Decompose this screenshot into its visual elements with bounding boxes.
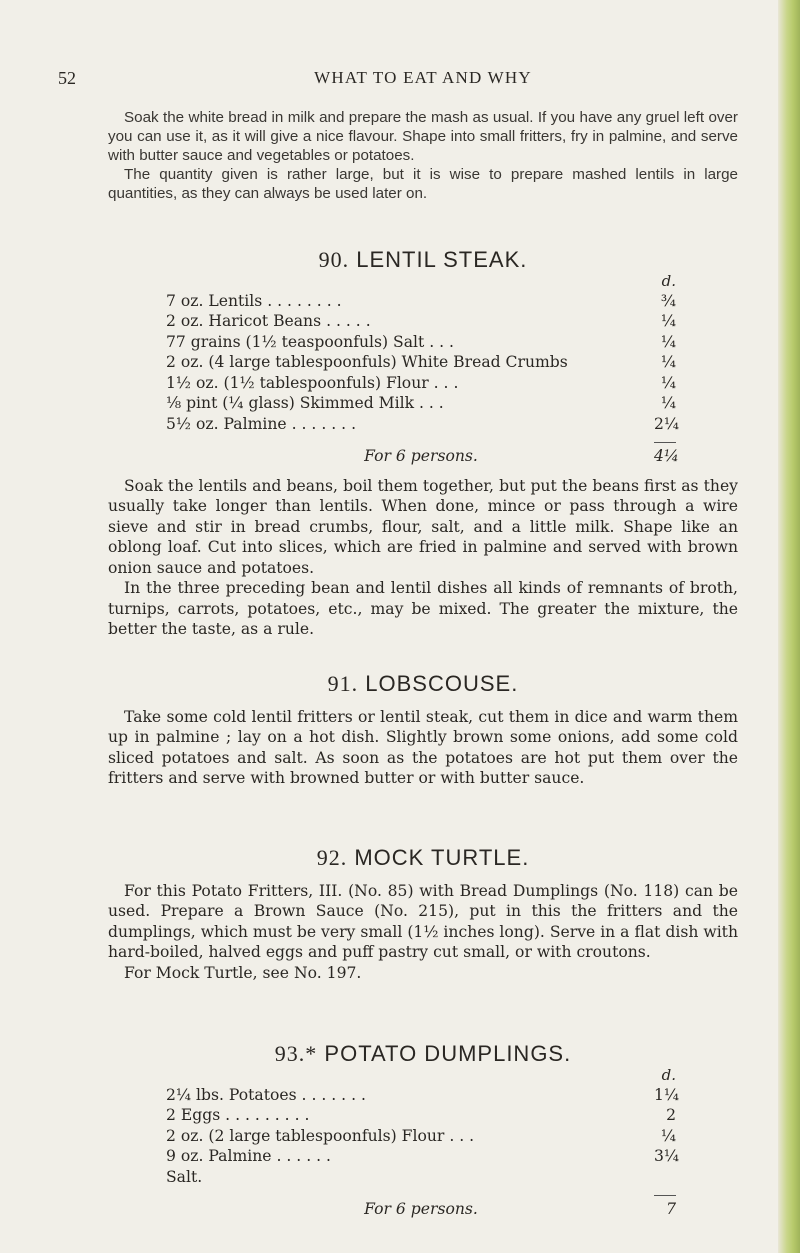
serving-line: For 6 persons. 7 (166, 1199, 676, 1220)
ingredient-row: 7 oz. Lentils . . . . . . . . ¾ (166, 291, 676, 310)
paragraph: The quantity given is rather large, but it is wise to prepare mashed lentils in large quantities, as they can always be used later on. (108, 166, 738, 202)
recipe-93 (108, 1041, 738, 1220)
cost-unit: d. (661, 271, 676, 290)
page-edge-stain (778, 0, 800, 1253)
intro-text (108, 108, 738, 203)
paragraph: Take some cold lentil fritters or lentil steak, cut them in dice and warm them up in palmine ; lay on a hot dish. Slightly brown some onions, add some cold sliced potatoes and salt. As soon as the potatoes are hot put them over the fritters and serve with browned butter or with butter sauce. (108, 707, 738, 787)
recipe-91 (108, 671, 738, 789)
paragraph: Soak the lentils and beans, boil them together, but put the beans first as they usually take longer than lentils. When done, mince or pass through a wire sieve and stir in bread crumbs, flour, salt, and a little milk. Shape like an oblong loaf. Cut into slices, which are fried in palmine and served with brown onion sauce and potatoes. (108, 476, 738, 577)
page-header (58, 68, 738, 96)
recipe-body (108, 881, 738, 984)
recipe-90 (108, 247, 738, 640)
page-number: 52 (58, 68, 76, 88)
ingredient-row: 1½ oz. (1½ tablespoonfuls) Flour . . . ¼ (166, 373, 676, 392)
ingredient-row: 9 oz. Palmine . . . . . . 3¼ (166, 1147, 680, 1165)
total-cost: 7 (666, 1200, 676, 1218)
ingredient-list (166, 1065, 680, 1220)
ingredient-row: Salt. (166, 1167, 203, 1186)
ingredient-row: 5½ oz. Palmine . . . . . . . 2¼ (166, 414, 680, 433)
recipe-title: 91. LOBSCOUSE. (327, 671, 519, 696)
total-rule (654, 1195, 676, 1196)
ingredient-row: 2 oz. (4 large tablespoonfuls) White Bread Crumbs ¼ (166, 353, 676, 371)
recipe-92 (108, 845, 738, 983)
recipe-title: 93.* POTATO DUMPLINGS. (274, 1041, 572, 1066)
paragraph: For this Potato Fritters, III. (No. 85) with Bread Dumplings (No. 118) can be used. Prepare a Brown Sauce (No. 215), put in this the fritters and the dumplings, which must be very small (1½ inches long). Serve in a flat dish with hard-boiled, halved eggs and puff pastry cut small, or with croutons. (108, 881, 738, 961)
ingredient-row: 2 Eggs . . . . . . . . . 2 (166, 1106, 676, 1124)
recipe-body (108, 707, 738, 789)
total-cost: 4¼ (654, 447, 680, 465)
ingredient-row: 77 grains (1½ teaspoonfuls) Salt . . . ¼ (166, 332, 676, 351)
total-rule (654, 442, 676, 443)
serving-line: For 6 persons. 4¼ (166, 446, 676, 467)
recipe-body (108, 476, 738, 640)
ingredient-row: ⅛ pint (¼ glass) Skimmed Milk . . . ¼ (166, 394, 676, 412)
paragraph: In the three preceding bean and lentil dishes all kinds of remnants of broth, turnips, carrots, potatoes, etc., may be mixed. The greater the mixture, the better the taste, as a rule. (108, 579, 738, 638)
cost-unit: d. (661, 1065, 676, 1084)
recipe-title: 92. MOCK TURTLE. (316, 845, 530, 870)
paragraph: For Mock Turtle, see No. 197. (124, 963, 362, 982)
ingredient-row: 2 oz. (2 large tablespoonfuls) Flour . . . ¼ (166, 1126, 676, 1145)
running-head: WHAT TO EAT AND WHY (314, 68, 532, 87)
paragraph: Soak the white bread in milk and prepare the mash as usual. If you have any gruel left over you can use it, as it will give a nice flavour. Shape into small fritters, fry in palmine, and serve with butter sauce and vegetables or potatoes. (108, 109, 738, 164)
ingredient-list (166, 271, 680, 467)
recipe-title: 90. LENTIL STEAK. (318, 247, 528, 272)
ingredient-row: 2¼ lbs. Potatoes . . . . . . . 1¼ (166, 1085, 680, 1104)
ingredient-row: 2 oz. Haricot Beans . . . . . ¼ (166, 312, 676, 330)
